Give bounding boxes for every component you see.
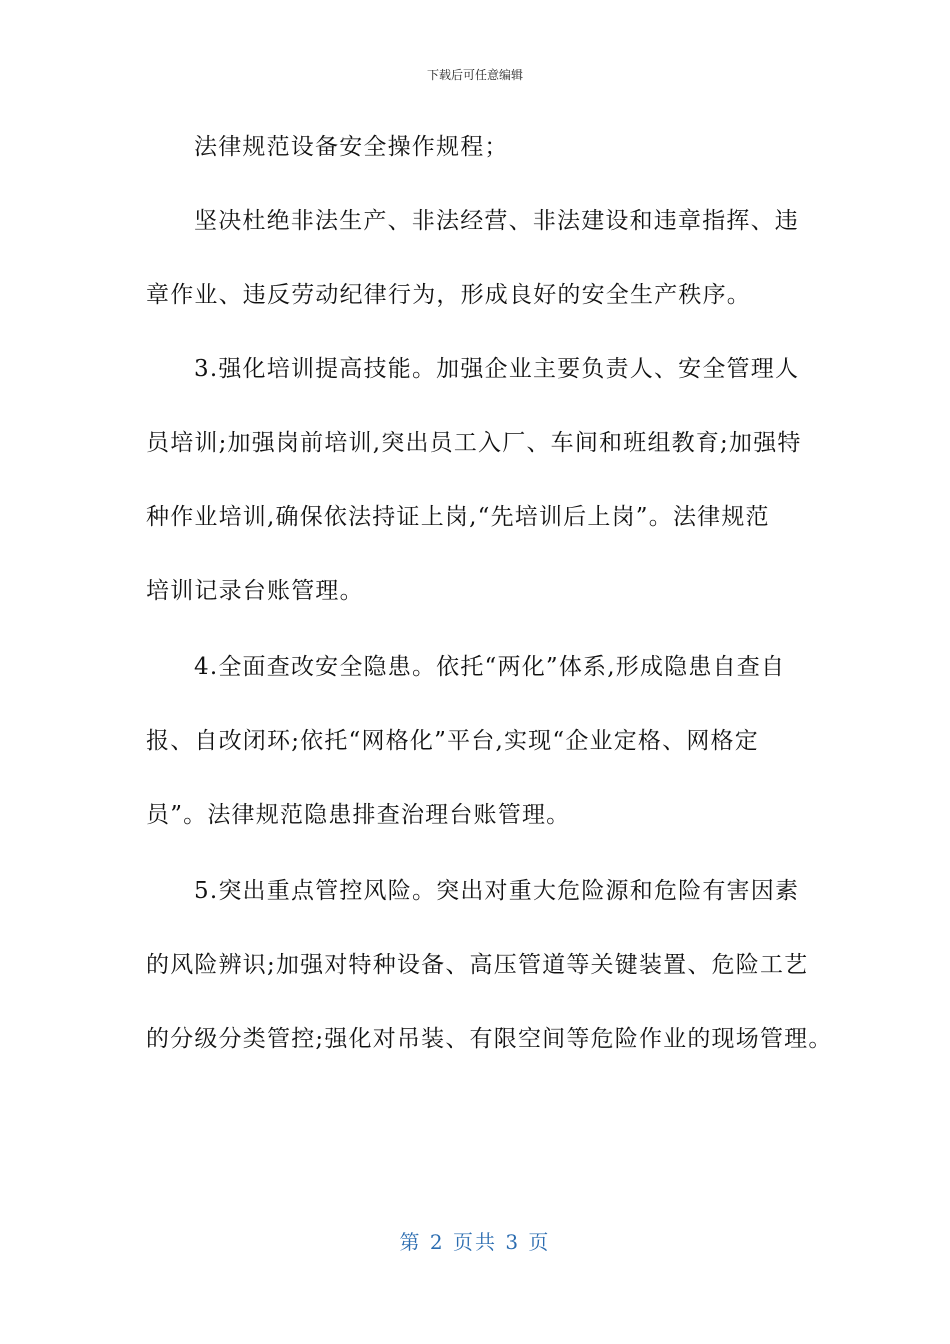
page-number-text: 第 2 页共 3 页 — [399, 1230, 551, 1254]
page-number-footer — [0, 1226, 950, 1255]
paragraph-line: 5.突出重点管控风险。突出对重大危险源和危险有害因素 — [194, 878, 800, 904]
paragraph-line: 员”。法律规范隐患排查治理台账管理。 — [146, 802, 571, 828]
paragraph-line: 3.强化培训提高技能。加强企业主要负责人、安全管理人 — [194, 356, 800, 382]
paragraph-line: 培训记录台账管理。 — [146, 578, 364, 604]
paragraph-line: 4.全面查改安全隐患。依托“两化”体系,形成隐患自查自 — [194, 654, 786, 680]
paragraph-line: 法律规范设备安全操作规程； — [194, 134, 509, 160]
paragraph-line: 报、自改闭环;依托“网格化”平台,实现“企业定格、网格定 — [146, 728, 759, 754]
paragraph-line: 坚决杜绝非法生产、非法经营、非法建设和违章指挥、违 — [194, 208, 799, 234]
paragraph-line: 的分级分类管控;强化对吊装、有限空间等危险作业的现场管理。 — [146, 1026, 833, 1052]
paragraph-line: 种作业培训,确保依法持证上岗,“先培训后上岗”。法律规范 — [146, 504, 770, 530]
paragraph-line: 的风险辨识;加强对特种设备、高压管道等关键装置、危险工艺 — [146, 952, 809, 978]
paragraph-line: 员培训;加强岗前培训,突出员工入厂、车间和班组教育;加强特 — [146, 430, 802, 456]
paragraph-line: 章作业、违反劳动纪律行为，形成良好的安全生产秩序。 — [146, 282, 751, 308]
page-header-note: 下载后可任意编辑 — [426, 68, 523, 82]
